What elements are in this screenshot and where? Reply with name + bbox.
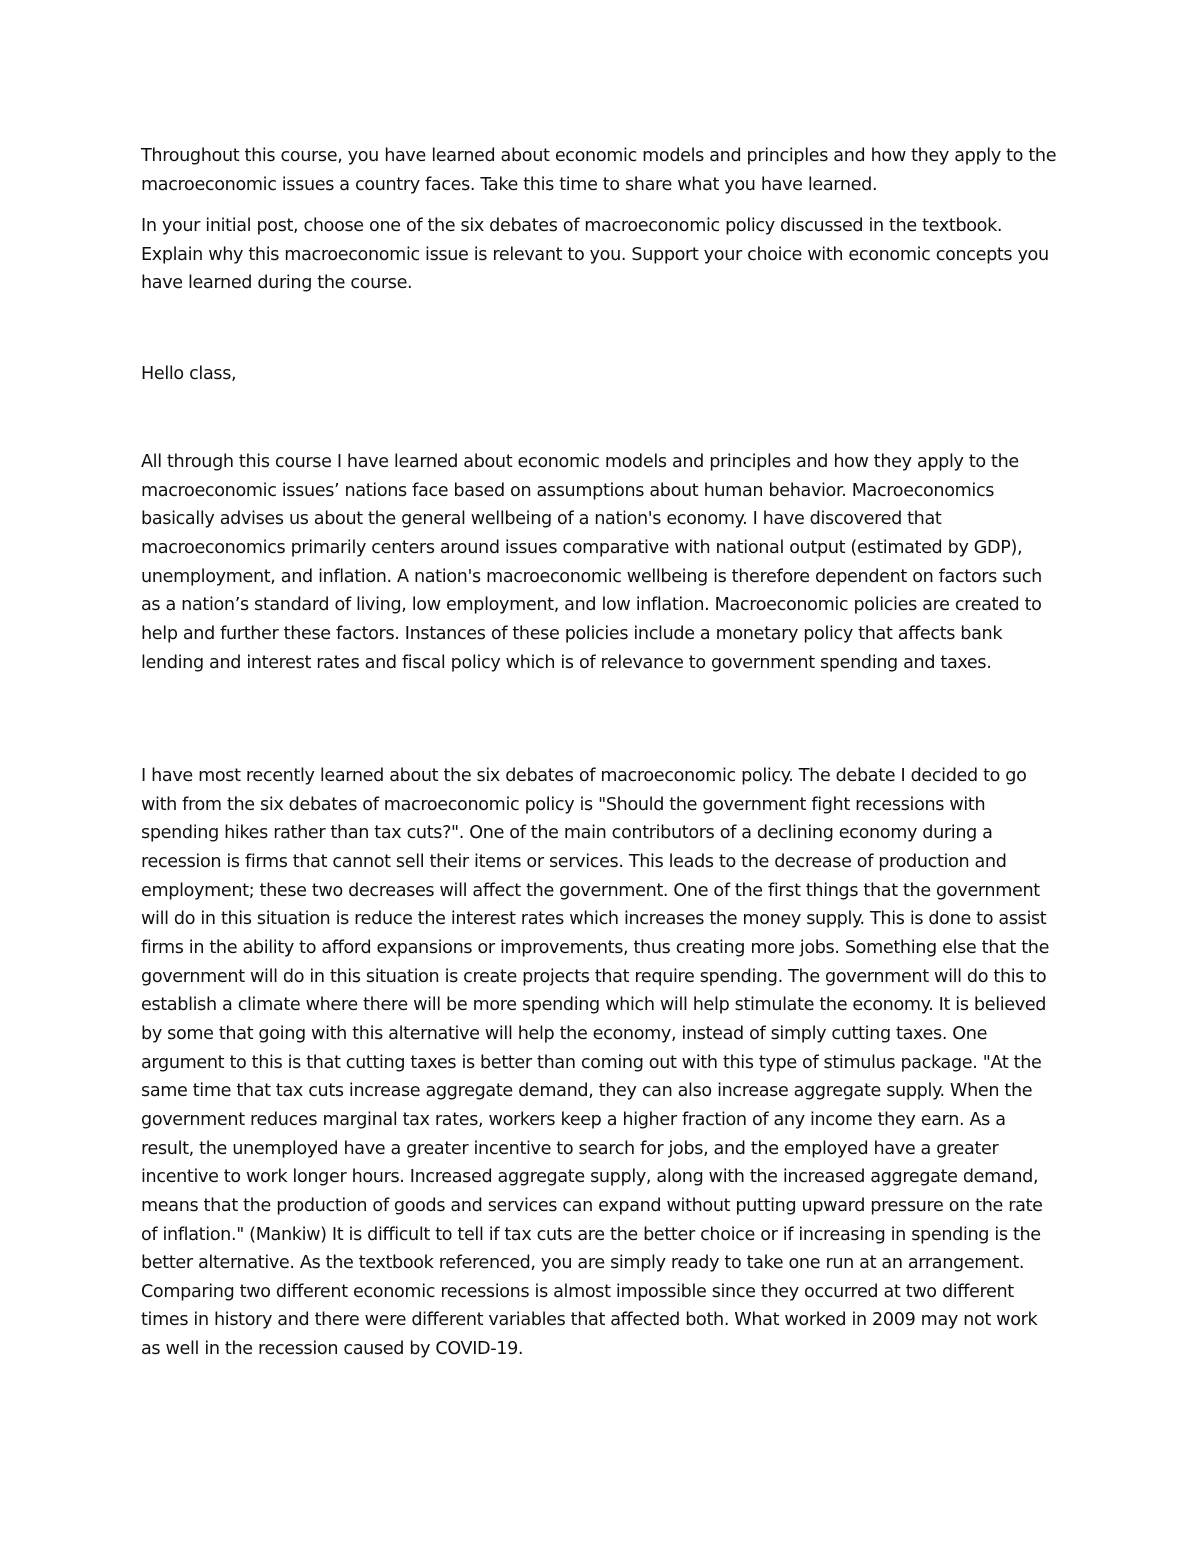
prompt-paragraph-1: Throughout this course, you have learned about economic models and principles and how they apply to the macroeconomic issues a country faces. Take this time to share what you have learned. bbox=[141, 146, 1057, 195]
response-greeting: Hello class, bbox=[141, 364, 237, 384]
prompt-paragraph-2: In your initial post, choose one of the six debates of macroeconomic policy discussed in the textbook. Explain why this macroeconomic issue is relevant to you. Support your choice with economic concepts you have learned during the course. bbox=[141, 216, 1049, 294]
response-paragraph-1: All through this course I have learned about economic models and principles and how they apply to the macroeconomic issues’ nations face based on assumptions about human behavior. Macroeconomics basically advises us about the general wellbeing of a nation's economy. I have discovered that macroeconomics primarily centers around issues comparative with national output (estimated by GDP), unemployment, and inflation. A nation's macroeconomic wellbeing is therefore dependent on factors such as a nation’s standard of living, low employment, and low inflation. Macroeconomic policies are created to help and further these factors. Instances of these policies include a monetary policy that affects bank lending and interest rates and fiscal policy which is of relevance to government spending and taxes. bbox=[141, 452, 1042, 673]
response-paragraph-2: I have most recently learned about the six debates of macroeconomic policy. The debate I decided to go with from the six debates of macroeconomic policy is "Should the government fight recessions with spending hikes rather than tax cuts?". One of the main contributors of a declining economy during a recession is firms that cannot sell their items or services. This leads to the decrease of production and employment; these two decreases will affect the government. One of the first things that the government will do in this situation is reduce the interest rates which increases the money supply. This is done to assist firms in the ability to afford expansions or improvements, thus creating more jobs. Something else that the government will do in this situation is create projects that require spending. The government will do this to establish a climate where there will be more spending which will help stimulate the economy. It is believed by some that going with this alternative will help the economy, instead of simply cutting taxes. One argument to this is that cutting taxes is better than coming out with this type of stimulus package. "At the same time that tax cuts increase aggregate demand, they can also increase aggregate supply. When the government reduces marginal tax rates, workers keep a higher fraction of any income they earn. As a result, the unemployed have a greater incentive to search for jobs, and the employed have a greater incentive to work longer hours. Increased aggregate supply, along with the increased aggregate demand, means that the production of goods and services can expand without putting upward pressure on the rate of inflation." (Mankiw) It is difficult to tell if tax cuts are the better choice or if increasing in spending is the better alternative. As the textbook referenced, you are simply ready to take one run at an arrangement. Comparing two different economic recessions is almost impossible since they occurred at two different times in history and there were different variables that affected both. What worked in 2009 may not work as well in the recession caused by COVID-19. bbox=[141, 766, 1050, 1360]
